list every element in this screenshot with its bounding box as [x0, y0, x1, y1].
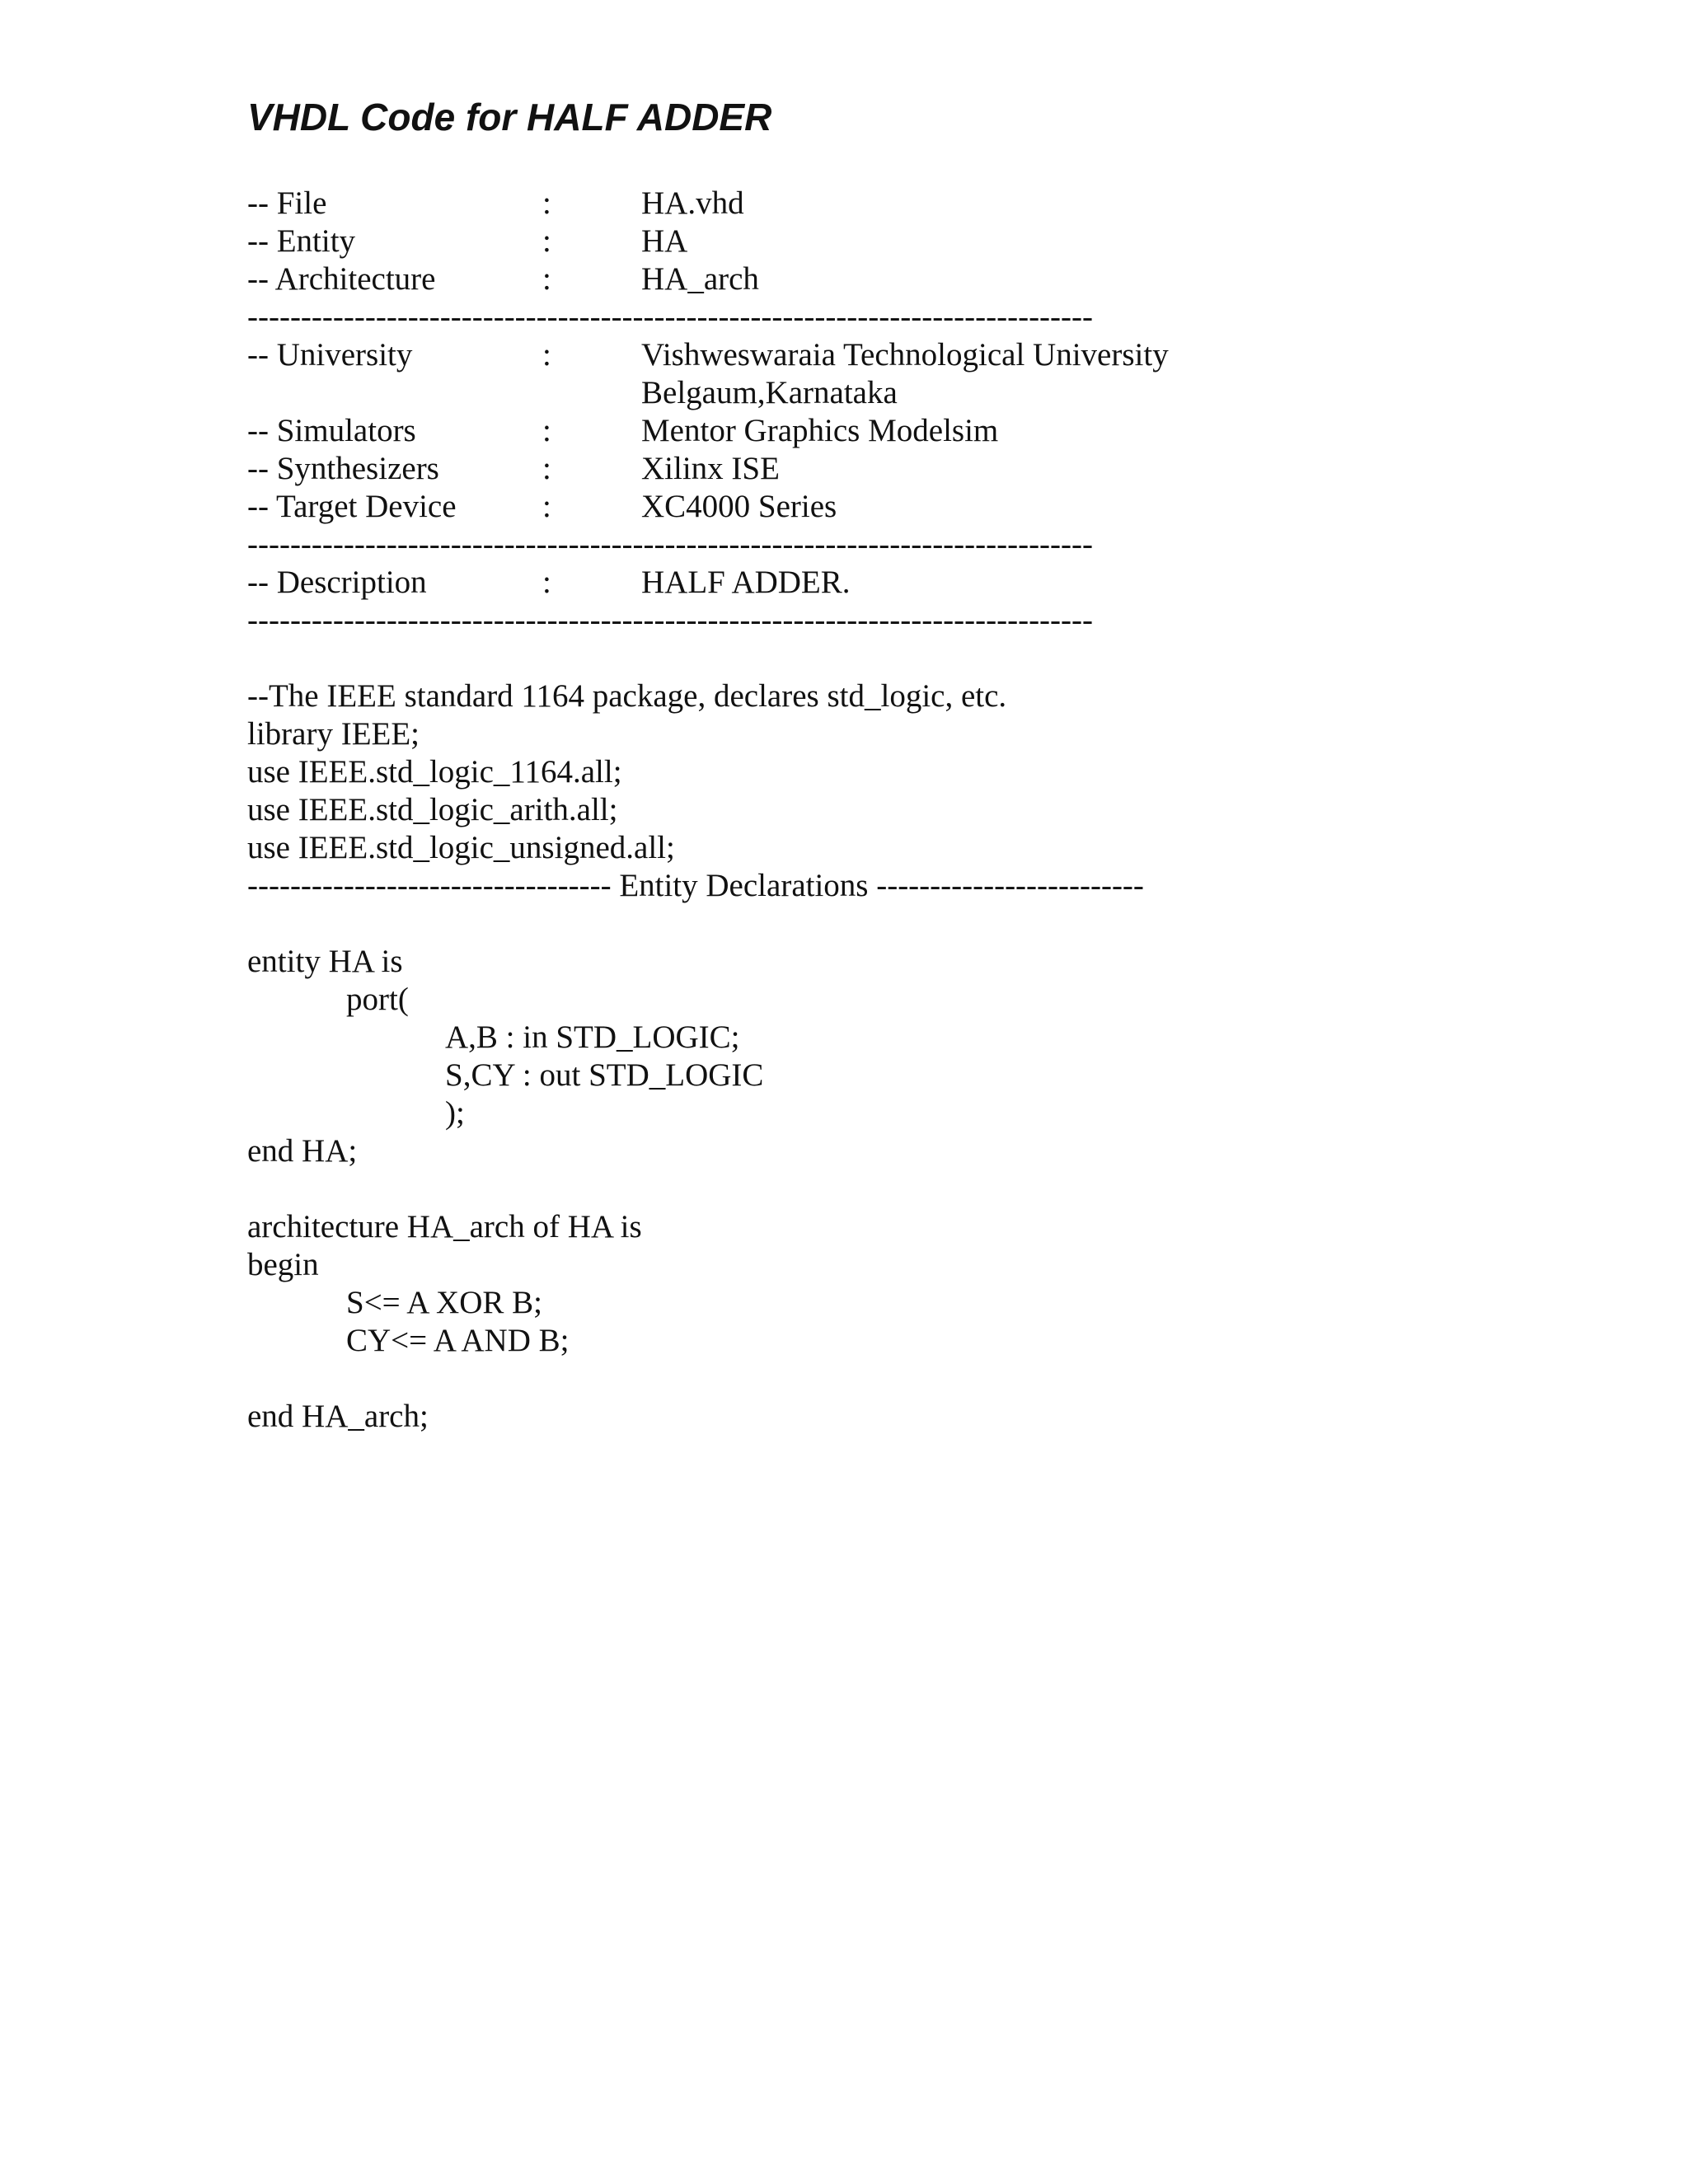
header-description-row — [247, 564, 1648, 602]
code-line: ); — [445, 1095, 465, 1131]
header-key: -- Target Device — [247, 489, 457, 524]
code-line: library IEEE; — [247, 716, 420, 752]
header-value: HA.vhd — [641, 185, 744, 221]
header-key: -- Architecture — [247, 261, 436, 297]
header-value: Xilinx ISE — [641, 451, 780, 486]
header-value: Vishweswaraia Technological University — [641, 337, 1169, 373]
header-university-row-2 — [247, 374, 1648, 412]
header-colon: : — [542, 565, 551, 600]
code-line: end HA; — [247, 1133, 358, 1169]
header-architecture-row — [247, 260, 1648, 298]
header-value: HALF ADDER. — [641, 565, 851, 600]
code-line: S<= A XOR B; — [346, 1285, 542, 1320]
header-key: -- Simulators — [247, 413, 416, 448]
header-value: XC4000 Series — [641, 489, 837, 524]
header-value: HA_arch — [641, 261, 759, 297]
blank-line — [247, 905, 1648, 943]
code-line: use IEEE.std_logic_1164.all; — [247, 754, 622, 790]
separator-line: ------------------------------------------------------------------------------- — [247, 527, 1093, 562]
blank-line — [247, 1360, 1648, 1398]
header-university-row — [247, 336, 1648, 374]
code-line: entity HA is — [247, 944, 403, 979]
code-line: end HA_arch; — [247, 1399, 429, 1434]
vhdl-listing — [247, 185, 1648, 1436]
header-synthesizers-row — [247, 450, 1648, 488]
header-file-row — [247, 185, 1648, 223]
header-key: -- Description — [247, 565, 427, 600]
header-key: -- University — [247, 337, 413, 373]
header-colon: : — [542, 337, 551, 373]
header-simulators-row — [247, 412, 1648, 450]
header-key: -- Synthesizers — [247, 451, 439, 486]
header-value: Mentor Graphics Modelsim — [641, 413, 999, 448]
header-target-device-row — [247, 488, 1648, 526]
header-key: -- File — [247, 185, 327, 221]
code-line: port( — [346, 982, 409, 1017]
code-line: S,CY : out STD_LOGIC — [445, 1057, 764, 1093]
header-colon: : — [542, 223, 551, 259]
header-entity-row — [247, 223, 1648, 260]
header-colon: : — [542, 413, 551, 448]
header-colon: : — [542, 185, 551, 221]
code-line: use IEEE.std_logic_arith.all; — [247, 792, 618, 827]
code-line: A,B : in STD_LOGIC; — [445, 1019, 740, 1055]
code-comment: --The IEEE standard 1164 package, declares std_logic, etc. — [247, 678, 1007, 714]
code-line: architecture HA_arch of HA is — [247, 1209, 642, 1244]
document-title: VHDL Code for HALF ADDER — [247, 96, 772, 138]
blank-line — [247, 640, 1648, 677]
code-line: begin — [247, 1247, 319, 1282]
header-colon: : — [542, 261, 551, 297]
blank-line — [247, 1170, 1648, 1208]
header-colon: : — [542, 489, 551, 524]
entity-declarations-separator: ---------------------------------- Entity Declarations ------------------------- — [247, 868, 1144, 903]
header-colon: : — [542, 451, 551, 486]
code-line: use IEEE.std_logic_unsigned.all; — [247, 830, 675, 865]
header-key: -- Entity — [247, 223, 356, 259]
code-line: CY<= A AND B; — [346, 1323, 570, 1358]
header-value: HA — [641, 223, 688, 259]
header-value: Belgaum,Karnataka — [641, 375, 898, 410]
separator-line: ------------------------------------------------------------------------------- — [247, 602, 1093, 638]
separator-line: ------------------------------------------------------------------------------- — [247, 299, 1093, 335]
